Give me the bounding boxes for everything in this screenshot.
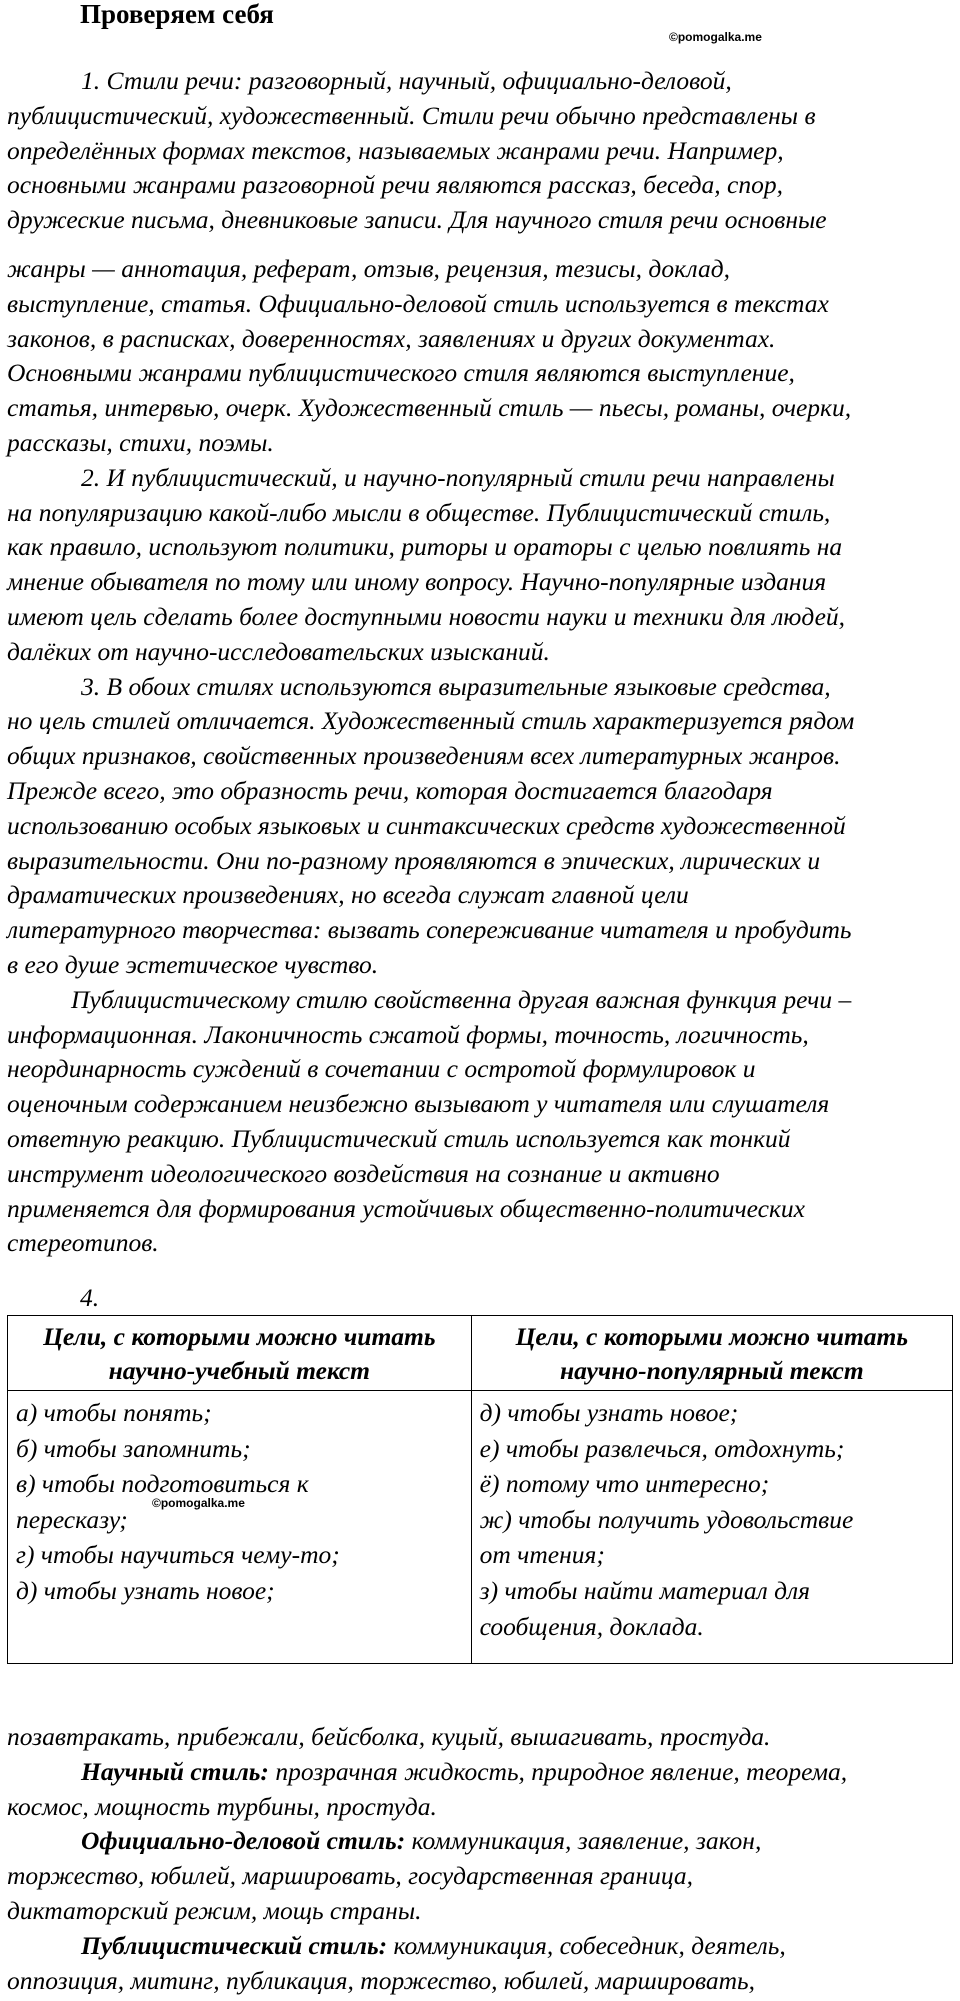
publicistic-style-line — [7, 1929, 955, 1964]
table-header-scientific — [8, 1316, 472, 1391]
text-line: далёких от научно-исследовательских изысканий. — [7, 636, 550, 666]
text-line: имеют цель сделать более доступными новости науки и техники для людей, — [7, 601, 846, 631]
text-line: выступление, статья. Официально-деловой стиль используется в текстах — [7, 288, 829, 318]
header-line: Цели, с которыми можно читать — [43, 1322, 436, 1351]
text-line: применяется для формирования устойчивых общественно-политических — [7, 1193, 805, 1223]
text-line: основными жанрами разговорной речи являются рассказ, беседа, спор, — [7, 170, 783, 200]
text-line: дружеские письма, дневниковые записи. Для научного стиля речи основные — [7, 205, 827, 235]
text-line: 1. Стили речи: разговорный, научный, официально-деловой, — [81, 66, 732, 95]
table-row — [8, 1391, 953, 1664]
table-header-row — [8, 1316, 953, 1391]
text-line: торжество, юбилей, маршировать, государственная граница, — [7, 1861, 694, 1891]
text-line: 3. В обоих стилях используются выразительные языковые средства, — [81, 671, 831, 701]
text-line: оценочным содержанием неизбежно вызывают у читателя или слушателя — [7, 1089, 830, 1119]
list-item: в) чтобы подготовиться к — [16, 1469, 309, 1499]
list-item: пересказу; — [16, 1504, 128, 1534]
style-label: Научный стиль: — [81, 1756, 269, 1786]
watermark-top: ©pomogalka.me — [669, 30, 762, 44]
table-cell-popular-goals — [471, 1391, 952, 1664]
style-words: прозрачная жидкость, природное явление, теорема, — [268, 1756, 848, 1786]
text-line: выразительности. Они по-разному проявляются в эпических, лирических и — [7, 845, 821, 875]
style-word-lists — [7, 1720, 955, 1998]
text-line: информационная. Лаконичность сжатой формы, точность, логичность, — [7, 1019, 809, 1049]
text-line: мнение обывателя по тому или иному вопросу. Научно-популярные издания — [7, 567, 827, 597]
list-item: е) чтобы развлечься, отдохнуть; — [479, 1433, 845, 1463]
text-line: неординарность суждений в сочетании с остротой формулировок и — [7, 1054, 756, 1084]
list-item: д) чтобы узнать новое; — [16, 1575, 275, 1605]
list-item: сообщения, доклада. — [479, 1611, 704, 1641]
item-4-label: 4. — [80, 1283, 100, 1312]
text-line: жанры — аннотация, реферат, отзыв, рецензия, тезисы, доклад, — [7, 254, 730, 283]
scientific-style-line — [7, 1755, 955, 1790]
table-cell-scientific-goals — [8, 1391, 472, 1664]
text-line: Основными жанрами публицистического стиля являются выступление, — [7, 358, 795, 388]
text-line: позавтракать, прибежали, бейсболка, куцый, вышагивать, простуда. — [7, 1722, 771, 1751]
text-line: на популяризацию какой-либо мысли в обществе. Публицистический стиль, — [7, 497, 831, 527]
text-line: ответную реакцию. Публицистический стиль используется как тонкий — [7, 1123, 791, 1153]
text-line: диктаторский режим, мощь страны. — [7, 1895, 422, 1925]
style-label: Официально-деловой стиль: — [81, 1826, 406, 1856]
page-title: Проверяем себя — [80, 0, 274, 29]
text-line: как правило, используют политики, риторы и ораторы с целью повлиять на — [7, 532, 843, 562]
list-item: ж) чтобы получить удовольствие — [479, 1504, 854, 1534]
list-item: а) чтобы понять; — [16, 1398, 212, 1427]
text-line: драматических произведениях, но всегда служат главной цели — [7, 880, 689, 910]
text-line: определённых формах текстов, называемых жанрами речи. Например, — [7, 135, 784, 165]
answers-body — [7, 252, 955, 1261]
list-item: д) чтобы узнать новое; — [479, 1398, 739, 1427]
text-line: Публицистическому стилю свойственна другая важная функция речи – — [71, 984, 852, 1014]
text-line: стереотипов. — [7, 1228, 159, 1258]
watermark-table: ©pomogalka.me — [152, 1496, 245, 1510]
text-line: статья, интервью, очерк. Художественный стиль — пьесы, романы, очерки, — [7, 393, 852, 423]
text-line: общих признаков, свойственных произведениям всех литературных жанров. — [7, 741, 841, 771]
text-line: Прежде всего, это образность речи, которая достигается благодаря — [7, 775, 773, 805]
header-line: Цели, с которыми можно читать — [515, 1322, 909, 1351]
style-words: коммуникация, заявление, закон, — [405, 1826, 762, 1856]
list-item: г) чтобы научиться чему-то; — [16, 1540, 340, 1570]
list-item: б) чтобы запомнить; — [16, 1433, 251, 1463]
text-line: использованию особых языковых и синтаксических средств художественной — [7, 810, 846, 840]
answer-1-paragraph — [7, 64, 955, 238]
text-line: но цель стилей отличается. Художественный стиль характеризуется рядом — [7, 706, 855, 736]
reading-goals-table — [7, 1315, 953, 1664]
list-item: ё) потому что интересно; — [479, 1469, 770, 1499]
list-item: от чтения; — [479, 1540, 605, 1570]
style-label: Публицистический стиль: — [81, 1930, 388, 1960]
style-words: коммуникация, собеседник, деятель, — [387, 1930, 786, 1960]
official-style-line — [7, 1824, 955, 1859]
header-line: научно-популярный текст — [559, 1356, 864, 1385]
text-line: литературного творчества: вызвать сопереживание читателя и пробудить — [7, 915, 852, 945]
text-line: в его душе эстетическое чувство. — [7, 949, 379, 979]
text-line: законов, в расписках, доверенностях, заявлениях и других документах. — [7, 323, 776, 353]
table-header-popular — [471, 1316, 952, 1391]
text-line: космос, мощность турбины, простуда. — [7, 1791, 437, 1821]
text-line: инструмент идеологического воздействия на сознание и активно — [7, 1158, 720, 1188]
text-line: рассказы, стихи, поэмы. — [7, 427, 274, 457]
header-line: научно-учебный текст — [108, 1356, 371, 1385]
list-item: з) чтобы найти материал для — [479, 1575, 810, 1605]
text-line: 2. И публицистический, и научно-популярный стили речи направлены — [81, 462, 835, 492]
text-line: публицистический, художественный. Стили речи обычно представлены в — [7, 100, 816, 130]
text-line: оппозиция, митинг, публикация, торжество, юбилей, маршировать, — [7, 1965, 755, 1995]
